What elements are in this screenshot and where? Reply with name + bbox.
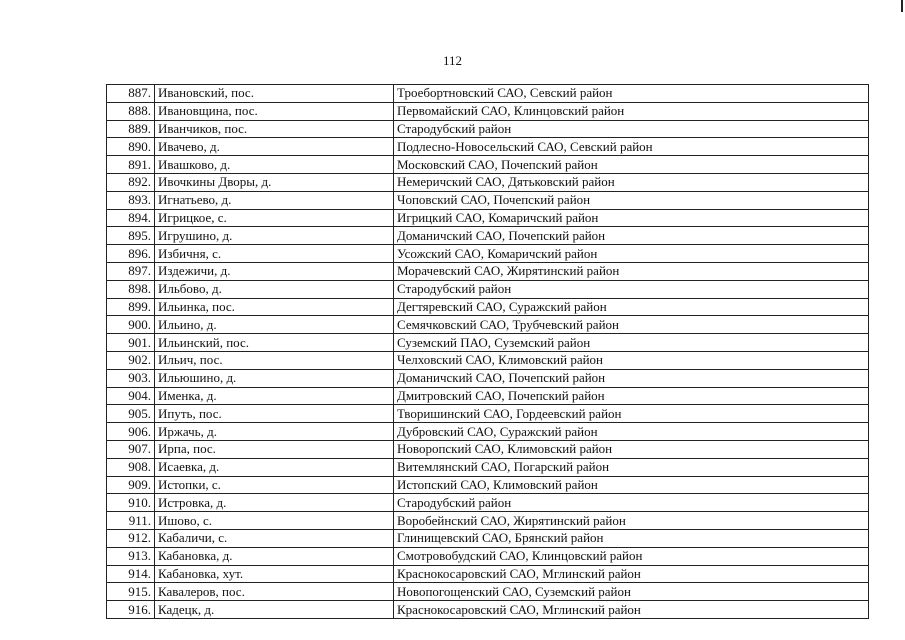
administrative-unit-cell: Воробейнский САО, Жирятинский район bbox=[394, 512, 869, 530]
settlement-name-cell: Исаевка, д. bbox=[155, 458, 394, 476]
settlement-name-cell: Истровка, д. bbox=[155, 494, 394, 512]
administrative-unit-cell: Новопогощенский САО, Суземский район bbox=[394, 583, 869, 601]
table-row bbox=[107, 405, 869, 423]
page-edge-mark bbox=[901, 0, 903, 12]
table-row bbox=[107, 601, 869, 619]
table-row bbox=[107, 173, 869, 191]
table-row bbox=[107, 369, 869, 387]
settlement-name-cell: Кабановка, д. bbox=[155, 547, 394, 565]
row-number-cell: 900. bbox=[107, 316, 155, 334]
row-number-cell: 888. bbox=[107, 102, 155, 120]
table-row bbox=[107, 440, 869, 458]
row-number-cell: 902. bbox=[107, 351, 155, 369]
table-row bbox=[107, 334, 869, 352]
settlement-name-cell: Ивачево, д. bbox=[155, 138, 394, 156]
administrative-unit-cell: Стародубский район bbox=[394, 280, 869, 298]
table-body bbox=[107, 85, 869, 619]
settlement-name-cell: Истопки, с. bbox=[155, 476, 394, 494]
table-row bbox=[107, 245, 869, 263]
table-row bbox=[107, 547, 869, 565]
table-row bbox=[107, 138, 869, 156]
row-number-cell: 914. bbox=[107, 565, 155, 583]
table-row bbox=[107, 583, 869, 601]
table-row bbox=[107, 565, 869, 583]
settlement-name-cell: Избичня, с. bbox=[155, 245, 394, 263]
settlements-table bbox=[106, 84, 869, 619]
row-number-cell: 913. bbox=[107, 547, 155, 565]
row-number-cell: 889. bbox=[107, 120, 155, 138]
row-number-cell: 895. bbox=[107, 227, 155, 245]
table-row bbox=[107, 262, 869, 280]
row-number-cell: 897. bbox=[107, 262, 155, 280]
row-number-cell: 891. bbox=[107, 156, 155, 174]
table-row bbox=[107, 423, 869, 441]
table-row bbox=[107, 156, 869, 174]
row-number-cell: 907. bbox=[107, 440, 155, 458]
administrative-unit-cell: Творишинский САО, Гордеевский район bbox=[394, 405, 869, 423]
table-row bbox=[107, 209, 869, 227]
table-row bbox=[107, 120, 869, 138]
settlement-name-cell: Игрушино, д. bbox=[155, 227, 394, 245]
table-row bbox=[107, 351, 869, 369]
settlement-name-cell: Ильинка, пос. bbox=[155, 298, 394, 316]
settlement-name-cell: Ирпа, пос. bbox=[155, 440, 394, 458]
row-number-cell: 901. bbox=[107, 334, 155, 352]
settlement-name-cell: Игрицкое, с. bbox=[155, 209, 394, 227]
settlement-name-cell: Ильич, пос. bbox=[155, 351, 394, 369]
table-row bbox=[107, 191, 869, 209]
administrative-unit-cell: Новоропский САО, Климовский район bbox=[394, 440, 869, 458]
table-row bbox=[107, 85, 869, 103]
settlement-name-cell: Ипуть, пос. bbox=[155, 405, 394, 423]
settlement-name-cell: Ильбово, д. bbox=[155, 280, 394, 298]
administrative-unit-cell: Глинищевский САО, Брянский район bbox=[394, 529, 869, 547]
administrative-unit-cell: Доманичский САО, Почепский район bbox=[394, 369, 869, 387]
table-row bbox=[107, 316, 869, 334]
row-number-cell: 915. bbox=[107, 583, 155, 601]
administrative-unit-cell: Краснокосаровский САО, Мглинский район bbox=[394, 565, 869, 583]
administrative-unit-cell: Доманичский САО, Почепский район bbox=[394, 227, 869, 245]
administrative-unit-cell: Московский САО, Почепский район bbox=[394, 156, 869, 174]
table-row bbox=[107, 298, 869, 316]
administrative-unit-cell: Челховский САО, Климовский район bbox=[394, 351, 869, 369]
table-row bbox=[107, 387, 869, 405]
row-number-cell: 887. bbox=[107, 85, 155, 103]
table-row bbox=[107, 476, 869, 494]
settlement-name-cell: Ильино, д. bbox=[155, 316, 394, 334]
settlement-name-cell: Ивашково, д. bbox=[155, 156, 394, 174]
row-number-cell: 911. bbox=[107, 512, 155, 530]
administrative-unit-cell: Первомайский САО, Клинцовский район bbox=[394, 102, 869, 120]
administrative-unit-cell: Истопский САО, Климовский район bbox=[394, 476, 869, 494]
settlement-name-cell: Издежичи, д. bbox=[155, 262, 394, 280]
administrative-unit-cell: Краснокосаровский САО, Мглинский район bbox=[394, 601, 869, 619]
administrative-unit-cell: Смотровобудский САО, Клинцовский район bbox=[394, 547, 869, 565]
administrative-unit-cell: Чоповский САО, Почепский район bbox=[394, 191, 869, 209]
settlement-name-cell: Кадецк, д. bbox=[155, 601, 394, 619]
row-number-cell: 908. bbox=[107, 458, 155, 476]
row-number-cell: 896. bbox=[107, 245, 155, 263]
administrative-unit-cell: Дегтяревский САО, Суражский район bbox=[394, 298, 869, 316]
row-number-cell: 904. bbox=[107, 387, 155, 405]
table-row bbox=[107, 102, 869, 120]
settlement-name-cell: Ильинский, пос. bbox=[155, 334, 394, 352]
settlement-name-cell: Ивочкины Дворы, д. bbox=[155, 173, 394, 191]
row-number-cell: 890. bbox=[107, 138, 155, 156]
settlement-name-cell: Иванчиков, пос. bbox=[155, 120, 394, 138]
row-number-cell: 894. bbox=[107, 209, 155, 227]
row-number-cell: 892. bbox=[107, 173, 155, 191]
settlement-name-cell: Кавалеров, пос. bbox=[155, 583, 394, 601]
row-number-cell: 909. bbox=[107, 476, 155, 494]
settlement-name-cell: Именка, д. bbox=[155, 387, 394, 405]
table-row bbox=[107, 529, 869, 547]
administrative-unit-cell: Троебортновский САО, Севский район bbox=[394, 85, 869, 103]
administrative-unit-cell: Дмитровский САО, Почепский район bbox=[394, 387, 869, 405]
row-number-cell: 903. bbox=[107, 369, 155, 387]
administrative-unit-cell: Подлесно-Новосельский САО, Севский район bbox=[394, 138, 869, 156]
administrative-unit-cell: Немеричский САО, Дятьковский район bbox=[394, 173, 869, 191]
row-number-cell: 912. bbox=[107, 529, 155, 547]
settlement-name-cell: Ивановщина, пос. bbox=[155, 102, 394, 120]
settlement-name-cell: Кабановка, хут. bbox=[155, 565, 394, 583]
administrative-unit-cell: Семячковский САО, Трубчевский район bbox=[394, 316, 869, 334]
administrative-unit-cell: Дубровский САО, Суражский район bbox=[394, 423, 869, 441]
page-number: 112 bbox=[442, 53, 463, 68]
table-row bbox=[107, 512, 869, 530]
settlement-name-cell: Ивановский, пос. bbox=[155, 85, 394, 103]
row-number-cell: 898. bbox=[107, 280, 155, 298]
row-number-cell: 916. bbox=[107, 601, 155, 619]
row-number-cell: 893. bbox=[107, 191, 155, 209]
administrative-unit-cell: Стародубский район bbox=[394, 120, 869, 138]
settlement-name-cell: Иржачь, д. bbox=[155, 423, 394, 441]
settlement-name-cell: Игнатьево, д. bbox=[155, 191, 394, 209]
administrative-unit-cell: Витемлянский САО, Погарский район bbox=[394, 458, 869, 476]
settlement-name-cell: Ишово, с. bbox=[155, 512, 394, 530]
row-number-cell: 906. bbox=[107, 423, 155, 441]
row-number-cell: 910. bbox=[107, 494, 155, 512]
row-number-cell: 899. bbox=[107, 298, 155, 316]
administrative-unit-cell: Стародубский район bbox=[394, 494, 869, 512]
table-row bbox=[107, 494, 869, 512]
row-number-cell: 905. bbox=[107, 405, 155, 423]
administrative-unit-cell: Морачевский САО, Жирятинский район bbox=[394, 262, 869, 280]
administrative-unit-cell: Игрицкий САО, Комаричский район bbox=[394, 209, 869, 227]
administrative-unit-cell: Суземский ПАО, Суземский район bbox=[394, 334, 869, 352]
table-row bbox=[107, 458, 869, 476]
table-row bbox=[107, 280, 869, 298]
table-row bbox=[107, 227, 869, 245]
administrative-unit-cell: Усожский САО, Комаричский район bbox=[394, 245, 869, 263]
settlement-name-cell: Ильюшино, д. bbox=[155, 369, 394, 387]
settlement-name-cell: Кабаличи, с. bbox=[155, 529, 394, 547]
